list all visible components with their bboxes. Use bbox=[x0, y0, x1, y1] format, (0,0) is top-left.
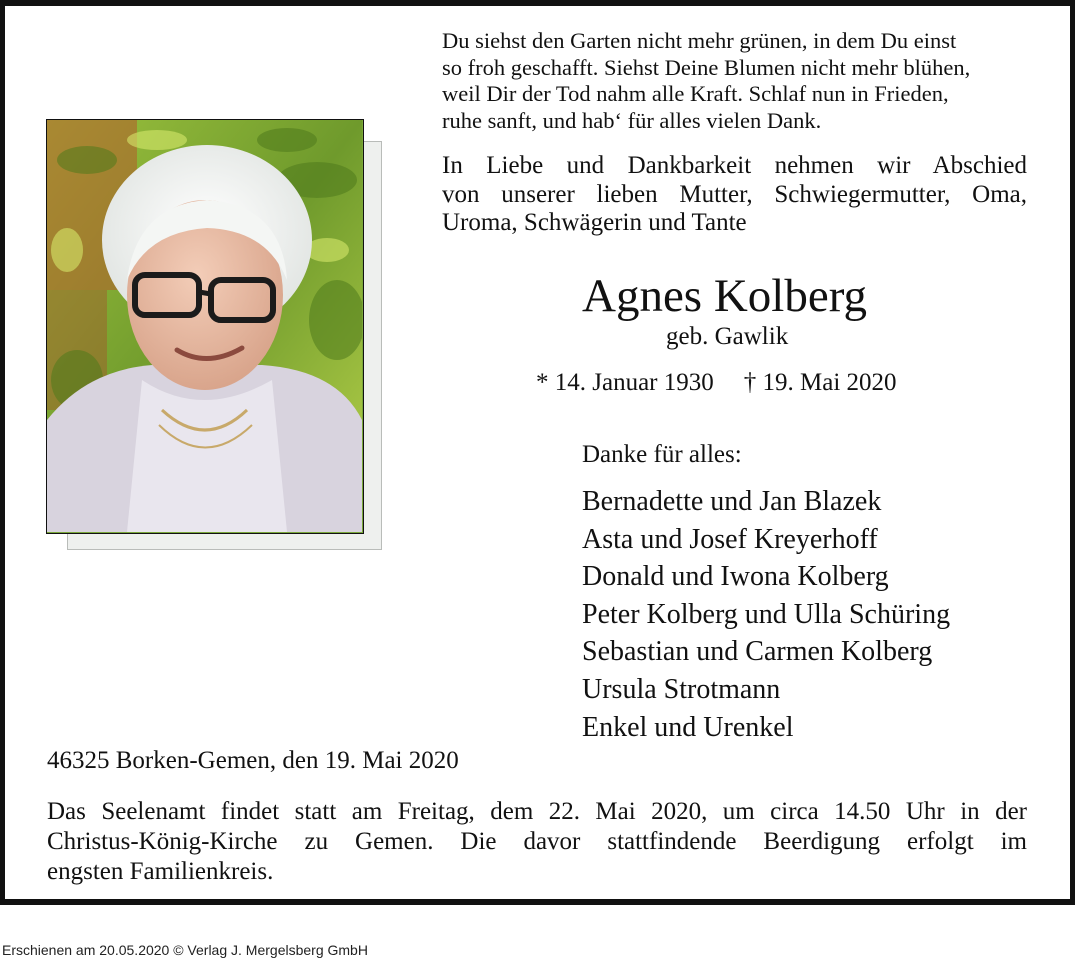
mourners-list bbox=[582, 483, 950, 746]
deceased-name: Agnes Kolberg bbox=[582, 270, 868, 322]
publication-credit: Erschienen am 20.05.2020 © Verlag J. Mergelsberg GmbH bbox=[2, 942, 368, 958]
memorial-poem bbox=[442, 28, 1032, 134]
poem-line: so froh geschafft. Siehst Deine Blumen nicht mehr blühen, bbox=[442, 54, 971, 80]
mourner: Ursula Strotmann bbox=[582, 673, 781, 705]
portrait-illustration bbox=[47, 120, 362, 532]
death-date: † 19. Mai 2020 bbox=[743, 369, 897, 396]
mourner: Asta und Josef Kreyerhoff bbox=[582, 523, 878, 555]
service-line: Das Seelenamt findet statt am Freitag, dem 22. Mai 2020, um circa 14.50 Uhr in der bbox=[47, 798, 1027, 825]
service-line: Christus-König-Kirche zu Gemen. Die davor stattfindende Beerdigung erfolgt im bbox=[47, 828, 1027, 855]
mourner: Sebastian und Carmen Kolberg bbox=[582, 636, 933, 668]
service-line: engsten Familienkreis. bbox=[47, 858, 274, 885]
mourner: Bernadette und Jan Blazek bbox=[582, 486, 882, 517]
maiden-name: geb. Gawlik bbox=[666, 323, 789, 350]
intro-line: In Liebe und Dankbarkeit nehmen wir Abschied bbox=[442, 152, 1027, 179]
mourner: Enkel und Urenkel bbox=[582, 711, 794, 743]
poem-line: Du siehst den Garten nicht mehr grünen, in dem Du einst bbox=[442, 28, 957, 53]
thanks-heading: Danke für alles: bbox=[582, 441, 742, 468]
place-and-date: 46325 Borken-Gemen, den 19. Mai 2020 bbox=[47, 747, 459, 774]
poem-line: weil Dir der Tod nahm alle Kraft. Schlaf nun in Frieden, bbox=[442, 81, 949, 106]
life-dates bbox=[536, 368, 897, 398]
mourner: Peter Kolberg und Ulla Schüring bbox=[582, 598, 951, 630]
intro-line: Uroma, Schwägerin und Tante bbox=[442, 209, 747, 236]
farewell-intro bbox=[442, 152, 1027, 238]
service-info bbox=[47, 797, 1027, 887]
intro-line: von unserer lieben Mutter, Schwiegermutter, Oma, bbox=[442, 180, 1027, 208]
birth-date: * 14. Januar 1930 bbox=[536, 369, 714, 396]
portrait-photo bbox=[46, 119, 364, 534]
poem-line: ruhe sanft, und hab‘ für alles vielen Dank. bbox=[442, 107, 822, 133]
mourner: Donald und Iwona Kolberg bbox=[582, 561, 889, 593]
